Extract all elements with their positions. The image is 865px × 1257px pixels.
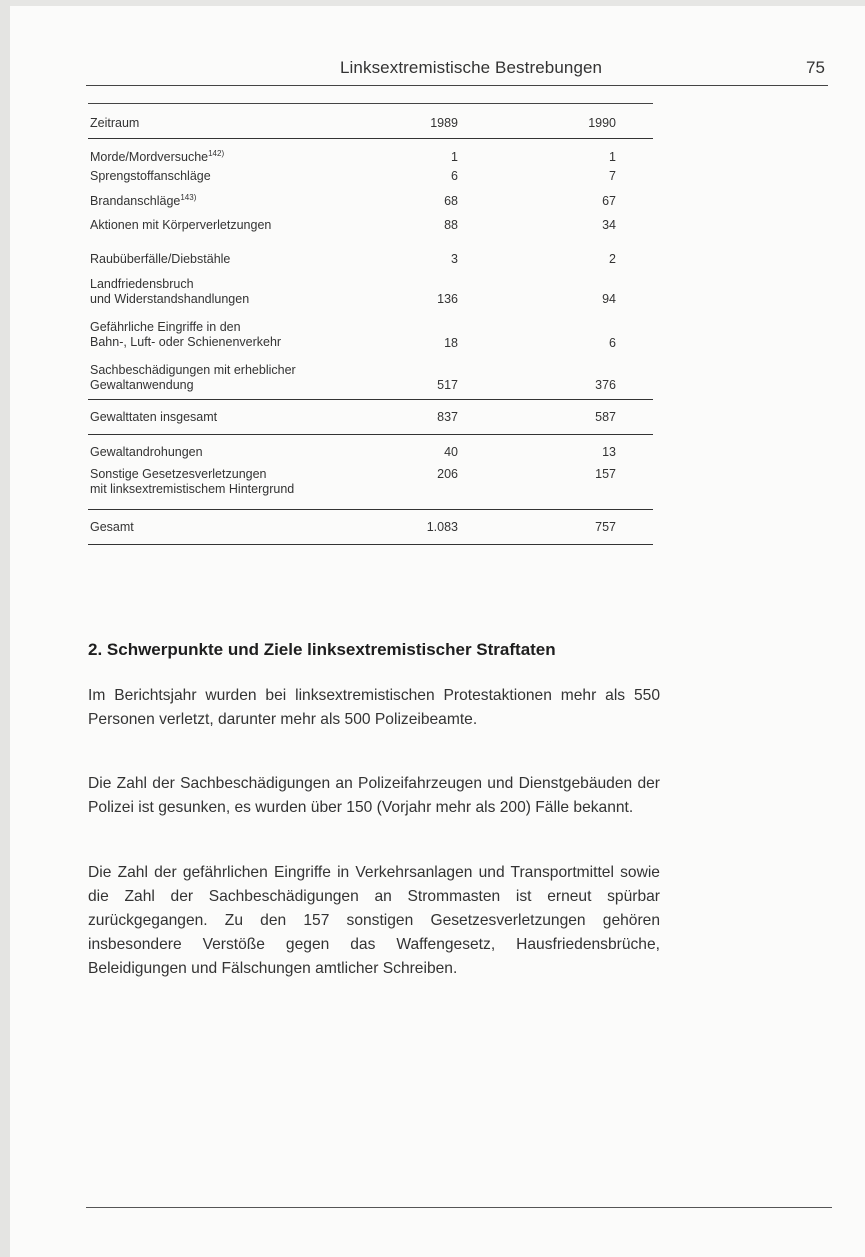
cell-1989: 837 xyxy=(437,410,458,424)
table-row xyxy=(88,248,653,274)
page-top-edge xyxy=(0,0,865,6)
header-rule xyxy=(86,85,828,86)
row-label: Gewaltandrohungen xyxy=(90,445,203,459)
row-label: Morde/Mordversuche xyxy=(90,150,209,164)
header-zeitraum: Zeitraum xyxy=(90,116,140,130)
cell-1990: 94 xyxy=(602,292,616,306)
row-label-line1: Sachbeschädigungen mit erheblicher xyxy=(90,363,296,377)
row-label-line2: Gewaltanwendung xyxy=(90,378,194,392)
row-label-line2: und Widerstandshandlungen xyxy=(90,292,250,306)
footnote-ref: 142) xyxy=(208,148,225,158)
header-1990: 1990 xyxy=(588,116,616,130)
paragraph-2: Die Zahl der Sachbeschädigungen an Polizeifahrzeugen und Dienstgebäuden der Polizei ist gesunken, es wurden über 150 (Vorjahr mehr als 200) Fälle bekannt. xyxy=(88,775,660,816)
row-label: Sprengstoffanschläge xyxy=(90,169,211,183)
page-number: 75 xyxy=(806,58,825,77)
cell-1990: 376 xyxy=(595,378,616,392)
cell-1990: 757 xyxy=(595,520,616,534)
cell-1990: 157 xyxy=(595,467,616,481)
header-1989: 1989 xyxy=(430,116,458,130)
cell-1989: 68 xyxy=(444,194,458,208)
cell-1989: 88 xyxy=(444,218,458,232)
row-label-line2: Bahn-, Luft- oder Schienenverkehr xyxy=(90,335,282,349)
table-row xyxy=(88,190,653,214)
cell-1989: 40 xyxy=(444,445,458,459)
cell-1989: 206 xyxy=(437,467,458,481)
table-row xyxy=(88,214,653,248)
subtotal-row xyxy=(88,400,653,434)
cell-1989: 1 xyxy=(451,150,458,164)
cell-1990: 13 xyxy=(602,445,616,459)
footer-rule xyxy=(86,1207,832,1208)
table-row xyxy=(88,463,653,509)
page-left-edge xyxy=(0,0,10,1257)
row-label-line1: Landfriedensbruch xyxy=(90,277,194,291)
cell-1990: 34 xyxy=(602,218,616,232)
row-label-line1: Gefährliche Eingriffe in den xyxy=(90,320,241,334)
row-label: Raubüberfälle/Diebstähle xyxy=(90,252,231,266)
row-label-line1: Sonstige Gesetzesverletzungen xyxy=(90,467,267,481)
cell-1990: 7 xyxy=(609,169,616,183)
table-row xyxy=(88,316,653,359)
row-label: Aktionen mit Körperverletzungen xyxy=(90,218,272,232)
row-label: Gesamt xyxy=(90,520,134,534)
paragraph-3: Die Zahl der gefährlichen Eingriffe in Verkehrsanlagen und Transportmittel sowie die Zahl der Sachbeschädigungen an Strommasten ist erneut spürbar zurückgegangen. Zu den 157 sonstigen Gesetzesverletzungen gehören insbesondere Verstöße gegen das Waffengesetz, Hausfriedensbrüche, Beleidigungen und Fälschungen amtlicher Schreiben. xyxy=(88,864,660,977)
cell-1990: 1 xyxy=(609,150,616,164)
paragraph-1: Im Berichtsjahr wurden bei linksextremistischen Protestaktionen mehr als 550 Personen verletzt, darunter mehr als 500 Polizeibeamte. xyxy=(88,687,660,728)
row-label: Gewalttaten insgesamt xyxy=(90,410,218,424)
cell-1990: 2 xyxy=(609,252,616,266)
row-label-line2: mit linksextremistischem Hintergrund xyxy=(90,482,295,496)
table-header-row xyxy=(88,104,653,138)
cell-1989: 517 xyxy=(437,378,458,392)
footnote-ref: 143) xyxy=(180,192,197,202)
table-row xyxy=(88,165,653,190)
cell-1990: 6 xyxy=(609,336,616,350)
table-row xyxy=(88,359,653,399)
cell-1990: 587 xyxy=(595,410,616,424)
statistics-table xyxy=(88,103,653,545)
cell-1989: 3 xyxy=(451,252,458,266)
row-label: Brandanschläge xyxy=(90,194,181,208)
cell-1989: 136 xyxy=(437,292,458,306)
cell-1989: 1.083 xyxy=(426,520,458,534)
table-row xyxy=(88,139,653,165)
cell-1990: 67 xyxy=(602,194,616,208)
cell-1989: 18 xyxy=(444,336,458,350)
table-row xyxy=(88,274,653,316)
total-row xyxy=(88,510,653,544)
table-bottom-rule xyxy=(88,544,653,545)
section-heading: 2. Schwerpunkte und Ziele linksextremistischer Straftaten xyxy=(88,640,556,659)
table-row xyxy=(88,435,653,463)
cell-1989: 6 xyxy=(451,169,458,183)
running-title: Linksextremistische Bestrebungen xyxy=(340,58,603,77)
